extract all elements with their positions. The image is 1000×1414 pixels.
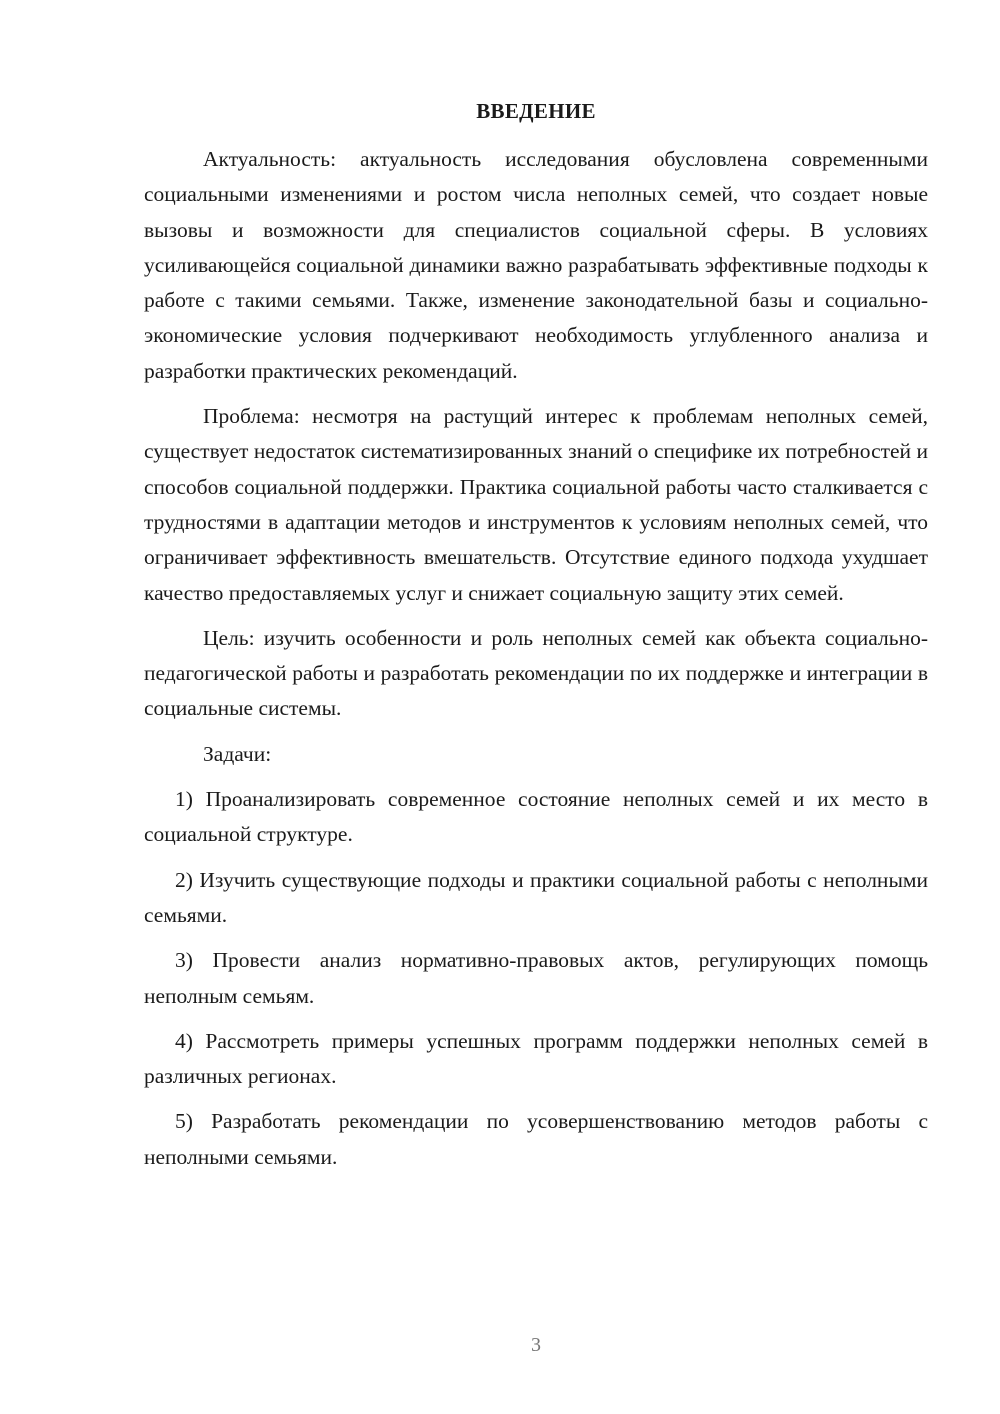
task-item-5: 5) Разработать рекомендации по усовершенствованию методов работы с неполными семьями.: [144, 1109, 928, 1169]
paragraph-relevance: Актуальность: актуальность исследования обусловлена современными социальными изменениями и ростом числа неполных семей, что создает новые вызовы и возможности для специалистов социальной сферы. В условиях усиливающейся социальной динамики важно разрабатывать эффективные подходы к работе с такими семьями. Также, изменение законодательной базы и социально-экономические условия подчеркивают необходимость углубленного анализа и разработки практических рекомендаций.: [144, 147, 928, 383]
task-item-1: 1) Проанализировать современное состояние неполных семей и их место в социальной структуре.: [144, 787, 928, 847]
paragraph-goal: Цель: изучить особенности и роль неполных семей как объекта социально-педагогической работы и разработать рекомендации по их поддержке и интеграции в социальные системы.: [144, 625, 928, 721]
paragraph-problem: Проблема: несмотря на растущий интерес к проблемам неполных семей, существует недостаток систематизированных знаний о специфике их потребностей и способов социальной поддержки. Практика социальной работы часто сталкивается с трудностями в адаптации методов и инструментов к условиям неполных семей, что ограничивает эффективность вмешательств. Отсутствие единого подхода ухудшает качество предоставляемых услуг и снижает социальную защиту этих семей.: [144, 404, 928, 605]
task-item-3: 3) Провести анализ нормативно-правовых актов, регулирующих помощь неполным семьям.: [144, 948, 928, 1008]
task-item-2: 2) Изучить существующие подходы и практики социальной работы с неполными семьями.: [144, 867, 928, 927]
page-title: ВВЕДЕНИЕ: [476, 99, 596, 123]
document-body: [144, 142, 928, 1175]
page-number: 3: [531, 1334, 541, 1356]
task-item-4: 4) Рассмотреть примеры успешных программ поддержки неполных семей в различных регионах.: [144, 1028, 928, 1089]
tasks-heading: Задачи:: [203, 741, 272, 766]
